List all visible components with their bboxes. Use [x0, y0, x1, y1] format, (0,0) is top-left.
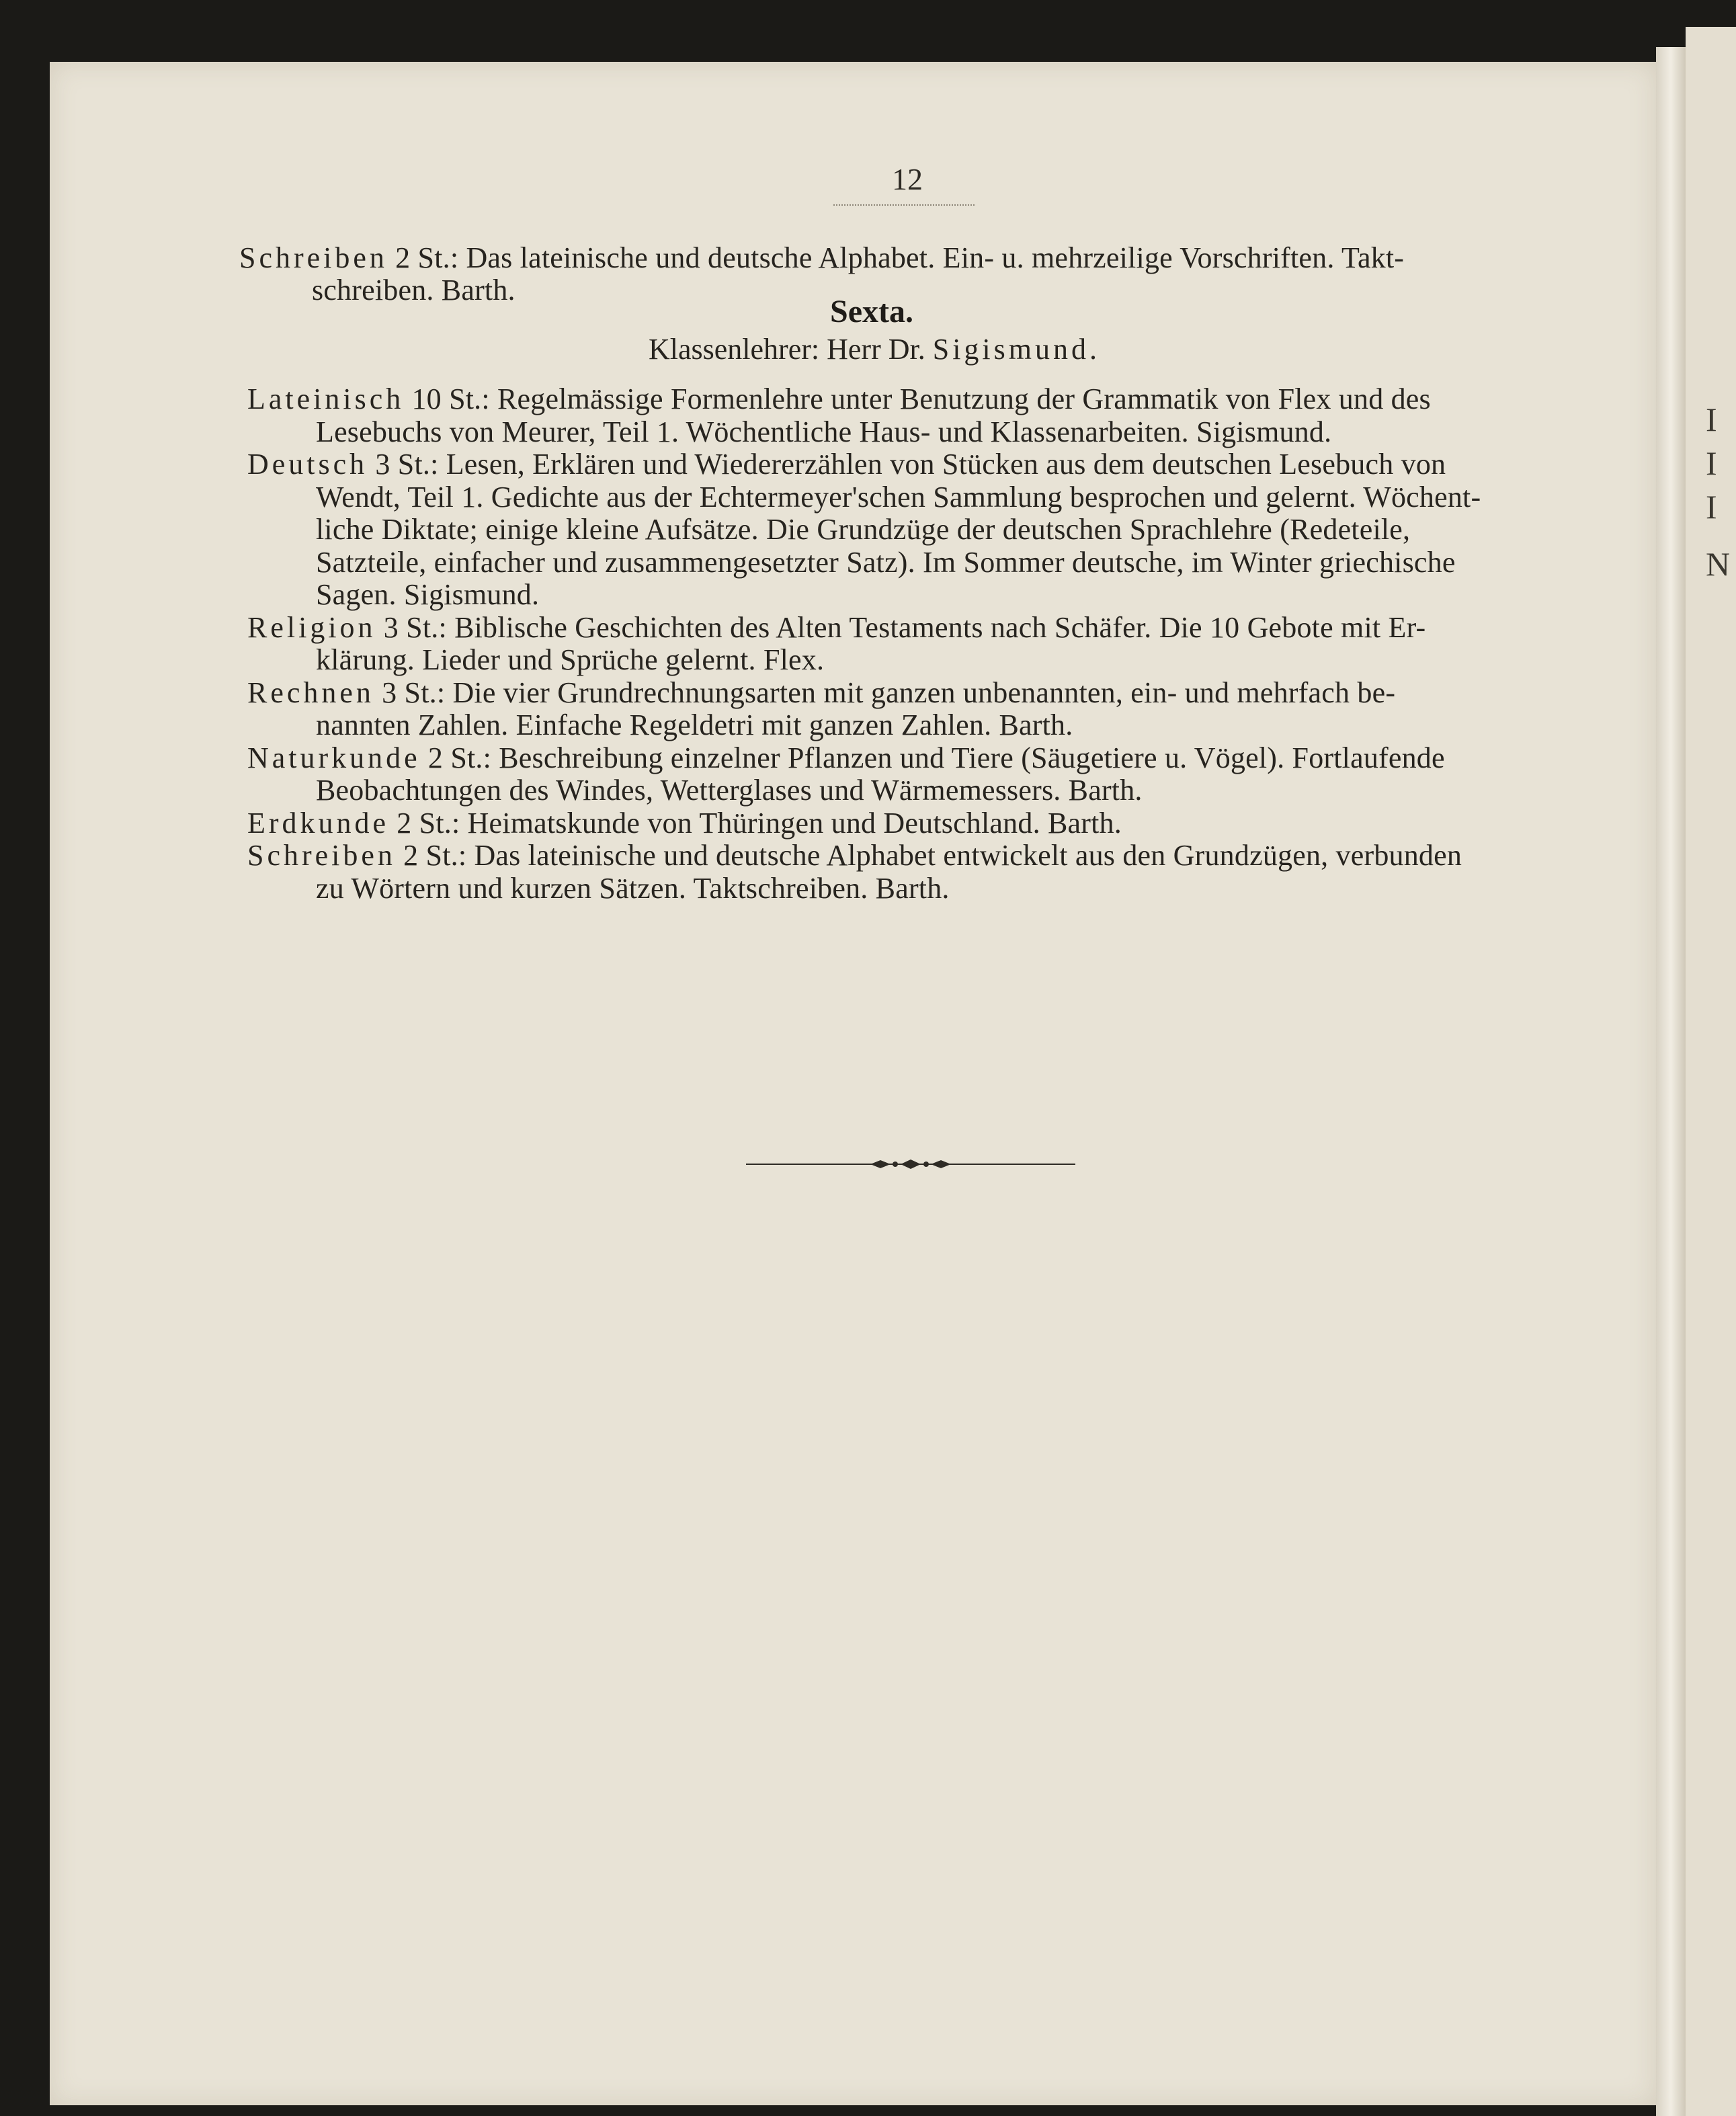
entry-text: 3 St.: Die vier Grundrechnungsarten mit ganzen unbenannten, ein- und mehrfach be-	[374, 676, 1396, 709]
subject-name: Schreiben	[239, 241, 388, 274]
subject-name: Schreiben	[247, 839, 396, 872]
intro-line	[239, 241, 1404, 275]
section-heading: Sexta.	[830, 294, 913, 329]
entry-text: 2 St.: Beschreibung einzelner Pflanzen und Tiere (Säugetiere u. Vögel). Fortlaufende	[420, 741, 1445, 774]
entry-continuation-line: liche Diktate; einige kleine Aufsätze. Die Grundzüge der deutschen Sprachlehre (Redeteile,	[316, 513, 1411, 546]
entry-first-line	[247, 382, 1431, 416]
next-page-fragment: N	[1706, 545, 1731, 583]
book-page	[50, 62, 1656, 2105]
entry-first-line	[247, 741, 1445, 775]
subject-name: Religion	[247, 611, 376, 644]
entry-continuation-line: Wendt, Teil 1. Gedichte aus der Echtermeyer'schen Sammlung besprochen und gelernt. Wöchent-	[316, 481, 1481, 514]
teacher-name: Sigismund.	[932, 333, 1101, 366]
subject-name: Naturkunde	[247, 741, 421, 774]
entry-first-line	[247, 806, 1122, 840]
end-ornament	[746, 1157, 1075, 1171]
next-page-edge	[1686, 27, 1736, 2116]
page-number: 12	[892, 162, 923, 196]
entry-text: 2 St.: Das lateinische und deutsche Alphabet entwickelt aus den Grundzügen, verbunden	[395, 839, 1462, 872]
entry-first-line	[247, 447, 1446, 481]
subject-name: Lateinisch	[247, 382, 405, 415]
entry-continuation-line: nannten Zahlen. Einfache Regeldetri mit ganzen Zahlen. Barth.	[316, 708, 1073, 741]
entry-first-line	[247, 610, 1425, 645]
entry-continuation-line: Satzteile, einfacher und zusammengesetzter Satz). Im Sommer deutsche, im Winter griechische	[316, 546, 1456, 579]
teacher-label: Klassenlehrer: Herr Dr.	[649, 333, 933, 366]
subject-name: Deutsch	[247, 448, 368, 481]
subject-name: Erdkunde	[247, 807, 390, 840]
intro-continuation: schreiben. Barth.	[312, 274, 515, 307]
entry-text: 3 St.: Biblische Geschichten des Alten Testaments nach Schäfer. Die 10 Gebote mit Er-	[376, 611, 1426, 644]
entry-continuation-line: zu Wörtern und kurzen Sätzen. Taktschreiben. Barth.	[316, 872, 950, 905]
page-number-ornament	[833, 200, 975, 206]
entry-continuation-line: Lesebuchs von Meurer, Teil 1. Wöchentliche Haus- und Klassenarbeiten. Sigismund.	[316, 415, 1332, 448]
entry-text: 3 St.: Lesen, Erklären und Wiedererzählen von Stücken aus dem deutschen Lesebuch von	[368, 448, 1446, 481]
entry-first-line	[247, 676, 1395, 710]
entry-continuation-line: Beobachtungen des Windes, Wetterglases und Wärmemessers. Barth.	[316, 774, 1143, 807]
entry-continuation-line: Sagen. Sigismund.	[316, 578, 540, 611]
class-teacher-line	[649, 332, 1100, 366]
intro-text: 2 St.: Das lateinische und deutsche Alphabet. Ein- u. mehrzeilige Vorschriften. Takt-	[387, 241, 1405, 274]
entry-text: 10 St.: Regelmässige Formenlehre unter Benutzung der Grammatik von Flex und des	[404, 382, 1431, 415]
entry-text: 2 St.: Heimatskunde von Thüringen und Deutschland. Barth.	[389, 807, 1122, 840]
subject-name: Rechnen	[247, 676, 374, 709]
book-spine	[1656, 47, 1686, 2116]
next-page-fragment: I	[1706, 444, 1717, 482]
entry-first-line	[247, 838, 1462, 872]
next-page-fragment: I	[1706, 488, 1717, 526]
entry-continuation-line: klärung. Lieder und Sprüche gelernt. Flex.	[316, 643, 825, 676]
next-page-fragment: I	[1706, 401, 1717, 438]
